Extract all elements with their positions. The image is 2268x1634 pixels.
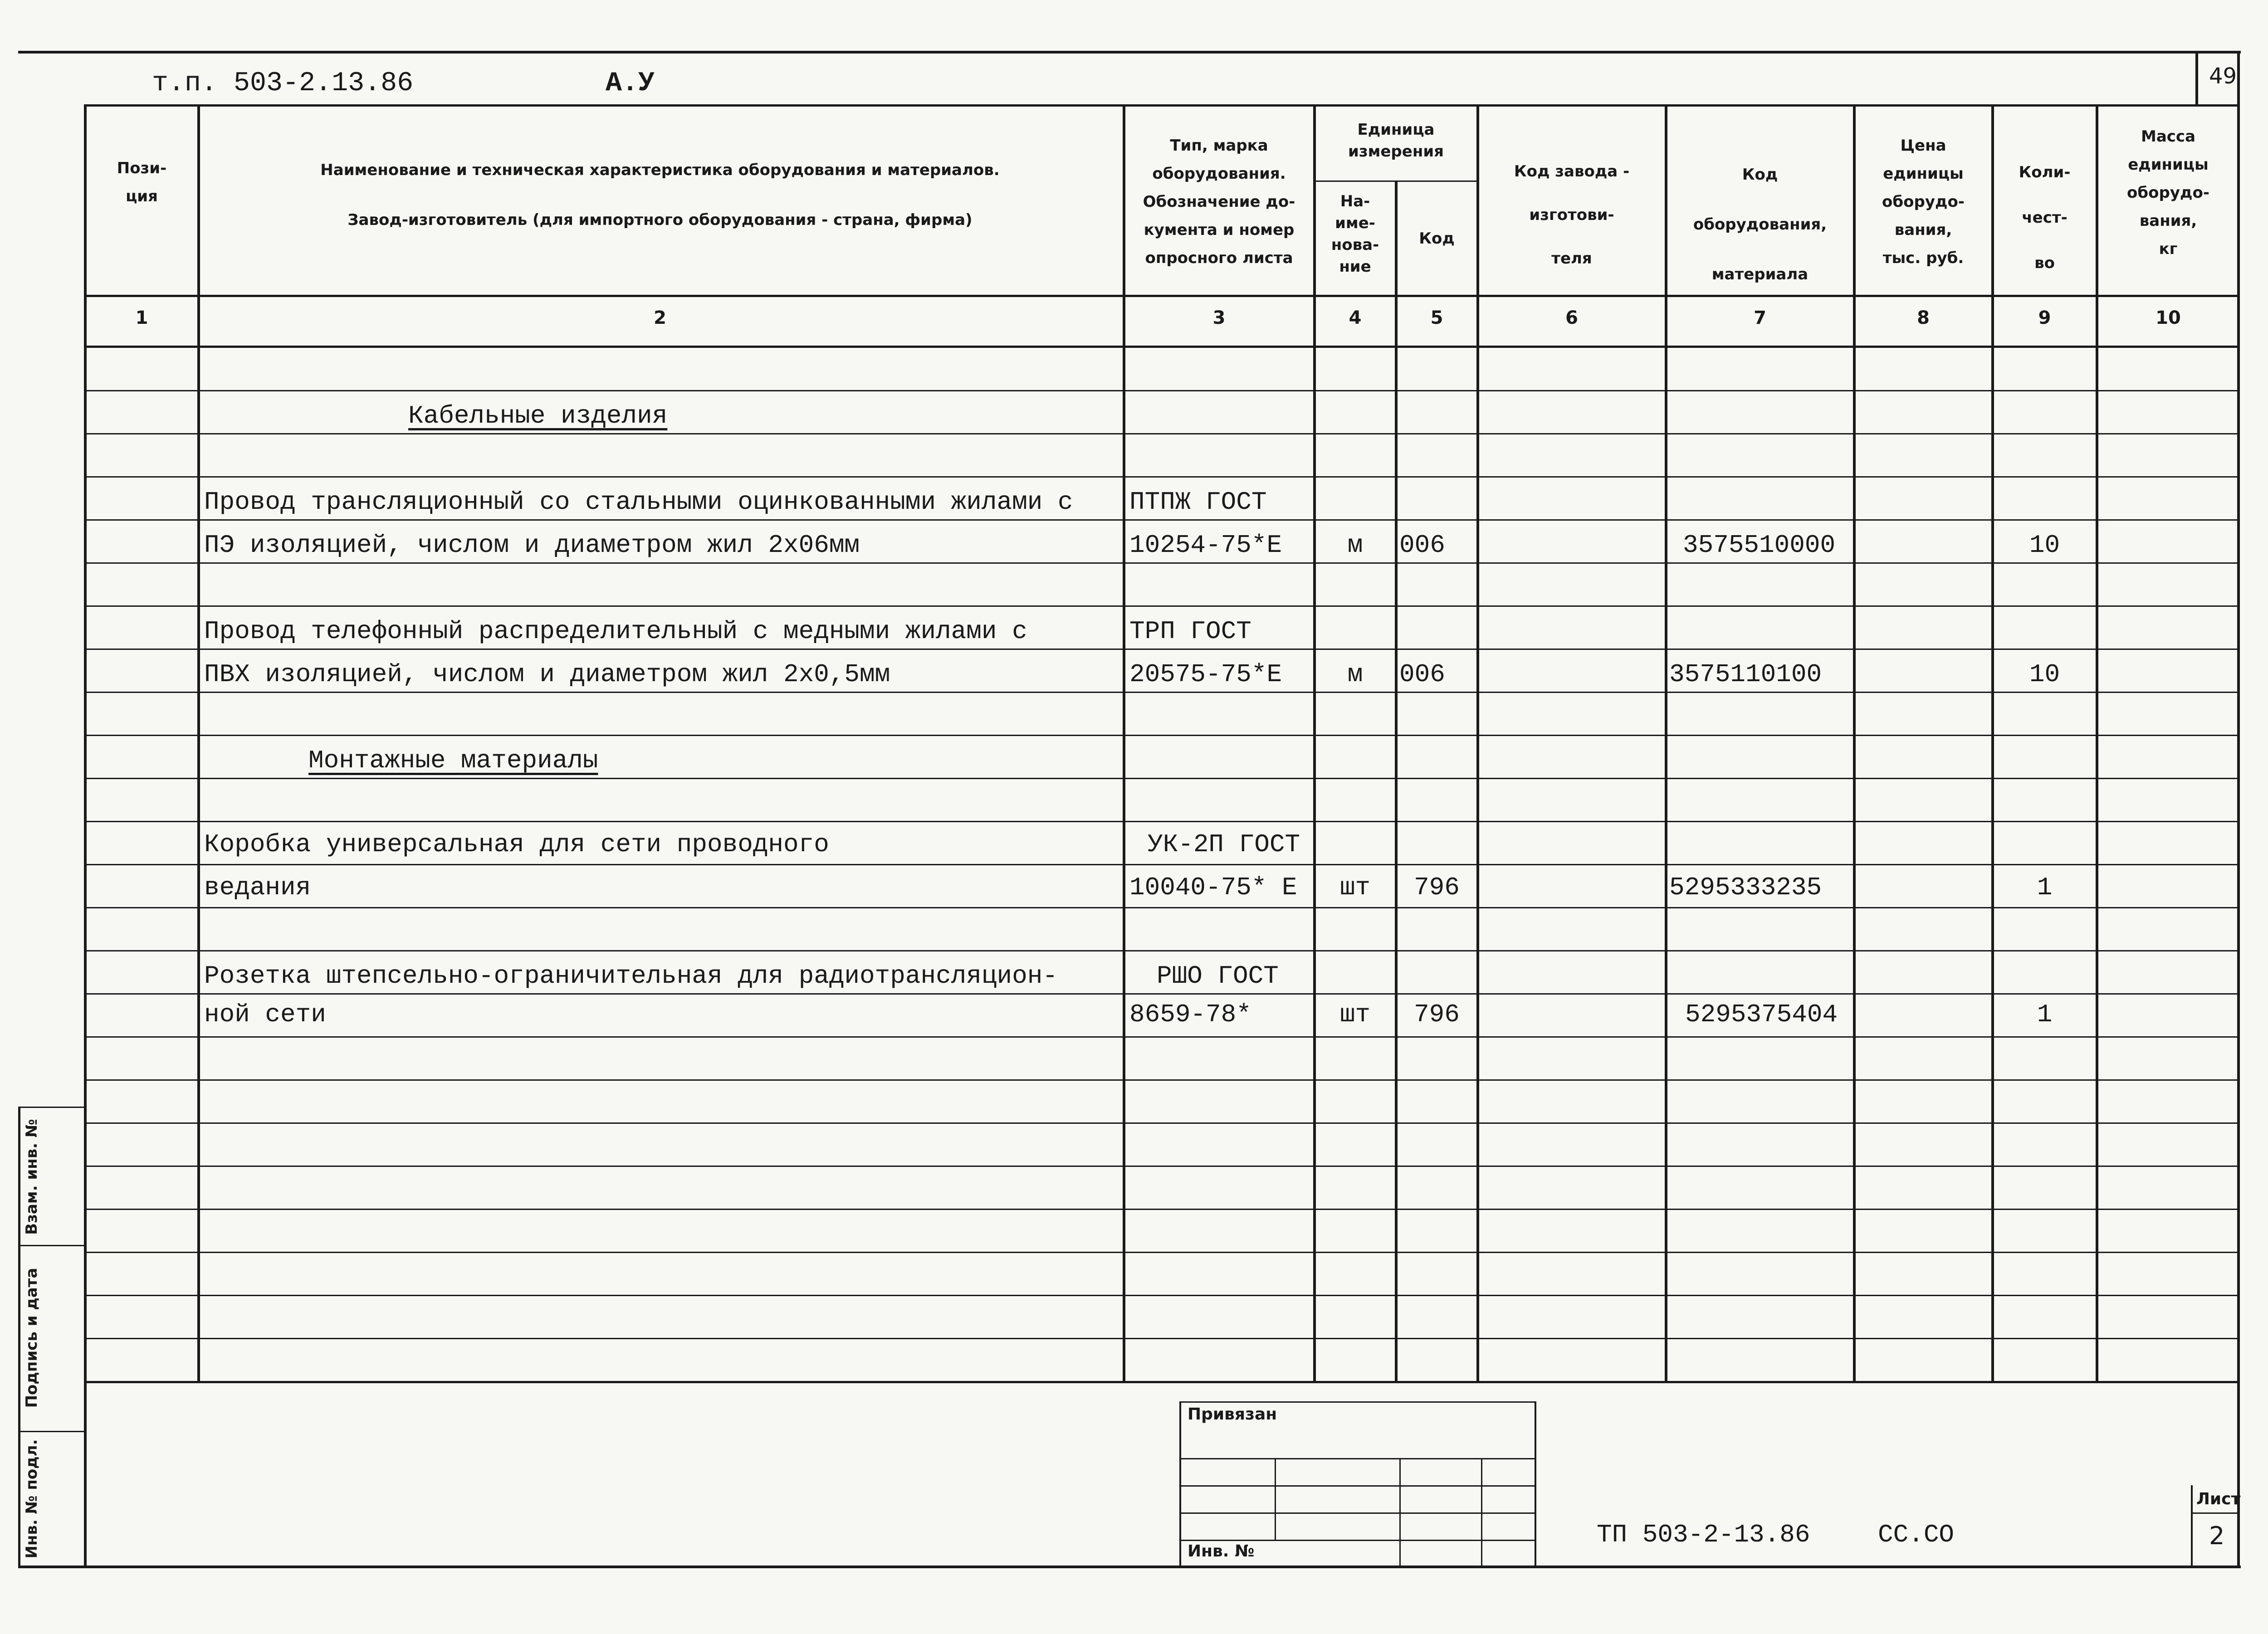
section-heading-cable: Кабельные изделия bbox=[408, 401, 668, 430]
col-num-9: 9 bbox=[2038, 307, 2051, 328]
row-name: Провод телефонный распределительный с медными жилами с bbox=[204, 617, 1027, 646]
row-line bbox=[84, 907, 2240, 908]
row-qty: 10 bbox=[2029, 531, 2060, 560]
row-unit: м bbox=[1347, 660, 1363, 689]
col-header-3: Тип, марка оборудования. Обозначение до- кумента и номер опросного листа bbox=[1143, 137, 1295, 267]
col-num-1: 1 bbox=[135, 307, 148, 328]
col-num-3: 3 bbox=[1212, 307, 1226, 328]
col-header-5: Код bbox=[1419, 229, 1455, 248]
bound-col-line bbox=[1481, 1458, 1482, 1568]
table-header-bottom-line bbox=[84, 295, 2240, 297]
row-line bbox=[84, 433, 2240, 434]
row-type: УК-2П ГОСТ bbox=[1148, 830, 1300, 859]
row-type: 20575-75*Е bbox=[1129, 660, 1282, 689]
footer-doc-suffix: СС.СО bbox=[1878, 1520, 1955, 1549]
row-code: 5295333235 bbox=[1669, 873, 1822, 902]
row-line bbox=[84, 1122, 2240, 1124]
col-line-5 bbox=[1476, 104, 1479, 1381]
col-num-6: 6 bbox=[1565, 307, 1578, 328]
row-line bbox=[84, 519, 2240, 521]
col-header-9: Коли- чест- во bbox=[2019, 163, 2071, 272]
bound-block-right bbox=[1535, 1401, 1536, 1568]
side-stamp-original-inv: Инв. № подл. bbox=[23, 1439, 41, 1559]
col-header-2: Наименование и техническая характеристика оборудования и материалов. Завод-изготовитель (для импортного оборудования - страна, фирма) bbox=[320, 161, 1000, 229]
row-unit: м bbox=[1347, 531, 1363, 560]
col-num-8: 8 bbox=[1917, 307, 1930, 328]
bound-block-top bbox=[1179, 1401, 1535, 1403]
col-line-2 bbox=[1123, 104, 1125, 1381]
row-type: 10254-75*Е bbox=[1129, 531, 1282, 560]
row-unit: шт bbox=[1339, 873, 1371, 902]
col-line-4 bbox=[1395, 181, 1398, 1381]
col-header-1: Пози- ция bbox=[117, 159, 167, 205]
row-line bbox=[84, 864, 2240, 865]
row-line bbox=[84, 1166, 2240, 1167]
row-line bbox=[84, 821, 2240, 822]
sheet-number: 2 bbox=[2209, 1522, 2225, 1550]
row-line bbox=[84, 476, 2240, 478]
row-line bbox=[84, 605, 2240, 607]
table-top-line bbox=[84, 104, 2240, 107]
sheet-box-left bbox=[2191, 1485, 2193, 1568]
row-line bbox=[84, 1252, 2240, 1253]
bottom-frame-line bbox=[18, 1566, 2241, 1568]
col-line-8 bbox=[1991, 104, 1994, 1381]
section-heading-mounting: Монтажные материалы bbox=[308, 746, 598, 775]
row-line bbox=[84, 950, 2240, 951]
row-type: РШО ГОСТ bbox=[1157, 961, 1279, 990]
row-line bbox=[84, 692, 2240, 693]
unit-group-divider bbox=[1313, 180, 1476, 182]
col-line-9 bbox=[2096, 104, 2098, 1381]
row-line bbox=[84, 562, 2240, 564]
row-unit-code: 006 bbox=[1399, 531, 1445, 560]
row-type: ТРП ГОСТ bbox=[1129, 617, 1251, 646]
col-num-10: 10 bbox=[2156, 307, 2181, 328]
row-qty: 1 bbox=[2037, 1000, 2053, 1029]
sheet-box-divider bbox=[2191, 1512, 2239, 1514]
row-line bbox=[84, 390, 2240, 391]
row-line bbox=[84, 1209, 2240, 1210]
section-header: А.У bbox=[606, 68, 655, 99]
side-stamp-signature-date: Подпись и дата bbox=[23, 1268, 41, 1408]
row-line bbox=[84, 1036, 2240, 1038]
side-stamp-divider bbox=[18, 1107, 86, 1108]
top-frame-line bbox=[18, 51, 2241, 54]
row-name: Розетка штепсельно-ограничительная для радиотрансляцион- bbox=[204, 961, 1058, 990]
row-unit-code: 796 bbox=[1414, 873, 1460, 902]
row-line bbox=[84, 778, 2240, 779]
row-type: ПТПЖ ГОСТ bbox=[1129, 488, 1267, 517]
inv-label: Инв. № bbox=[1188, 1542, 1255, 1561]
row-line bbox=[84, 1295, 2240, 1296]
row-code: 5295375404 bbox=[1685, 1000, 1838, 1029]
col-header-7: Код оборудования, материала bbox=[1693, 166, 1827, 283]
row-line bbox=[84, 649, 2240, 650]
table-colnum-bottom-line bbox=[84, 346, 2240, 348]
row-unit: шт bbox=[1339, 1000, 1371, 1029]
page-number: 49 bbox=[2209, 63, 2237, 89]
row-line bbox=[84, 735, 2240, 736]
bound-block-left bbox=[1179, 1401, 1181, 1568]
col-line-1 bbox=[197, 104, 200, 1381]
col-line-7 bbox=[1853, 104, 1856, 1381]
bound-col-line bbox=[1275, 1458, 1276, 1540]
col-num-5: 5 bbox=[1430, 307, 1443, 328]
row-unit-code: 796 bbox=[1414, 1000, 1460, 1029]
row-unit-code: 006 bbox=[1399, 660, 1445, 689]
row-name: ПВХ изоляцией, числом и диаметром жил 2х0,5мм bbox=[204, 660, 890, 689]
col-header-8: Цена единицы оборудо- вания, тыс. руб. bbox=[1882, 137, 1965, 267]
row-name: ПЭ изоляцией, числом и диаметром жил 2х06мм bbox=[204, 531, 860, 560]
page-number-box-left bbox=[2195, 51, 2198, 104]
unit-group-header: Единица измерения bbox=[1348, 121, 1444, 161]
row-line bbox=[84, 1338, 2240, 1339]
bound-col-line bbox=[1399, 1458, 1401, 1568]
col-header-6: Код завода - изготови- теля bbox=[1514, 162, 1630, 268]
row-name: ведания bbox=[204, 873, 311, 902]
col-header-4: На- име- нова- ние bbox=[1331, 192, 1379, 276]
col-num-4: 4 bbox=[1349, 307, 1362, 328]
side-stamp-replace-inv: Взам. инв. № bbox=[23, 1119, 41, 1235]
col-num-7: 7 bbox=[1754, 307, 1766, 328]
row-type: 10040-75* Е bbox=[1129, 873, 1297, 902]
row-type: 8659-78* bbox=[1129, 1000, 1251, 1029]
row-name: Коробка универсальная для сети проводного bbox=[204, 830, 829, 859]
row-code: 3575110100 bbox=[1669, 660, 1822, 689]
row-qty: 1 bbox=[2037, 873, 2053, 902]
col-header-10: Масса единицы оборудо- вания, кг bbox=[2127, 127, 2209, 258]
bound-label: Привязан bbox=[1188, 1405, 1277, 1424]
row-qty: 10 bbox=[2029, 660, 2060, 689]
side-stamp-left-line bbox=[18, 1107, 20, 1568]
sheet-label: Лист bbox=[2196, 1490, 2241, 1508]
table-bottom-line bbox=[84, 1381, 2240, 1383]
row-code: 3575510000 bbox=[1683, 531, 1836, 560]
right-frame-line bbox=[2237, 51, 2240, 1568]
row-line bbox=[84, 993, 2240, 995]
doc-code-header: т.п. 503-2.13.86 bbox=[152, 68, 414, 99]
footer-doc-code: ТП 503-2-13.86 bbox=[1597, 1520, 1810, 1549]
col-line-3 bbox=[1313, 104, 1316, 1381]
col-num-2: 2 bbox=[654, 307, 666, 328]
row-line bbox=[84, 1079, 2240, 1081]
row-name: Провод трансляционный со стальными оцинкованными жилами с bbox=[204, 488, 1073, 517]
row-name: ной сети bbox=[204, 1000, 326, 1029]
side-stamp-divider bbox=[18, 1245, 86, 1246]
